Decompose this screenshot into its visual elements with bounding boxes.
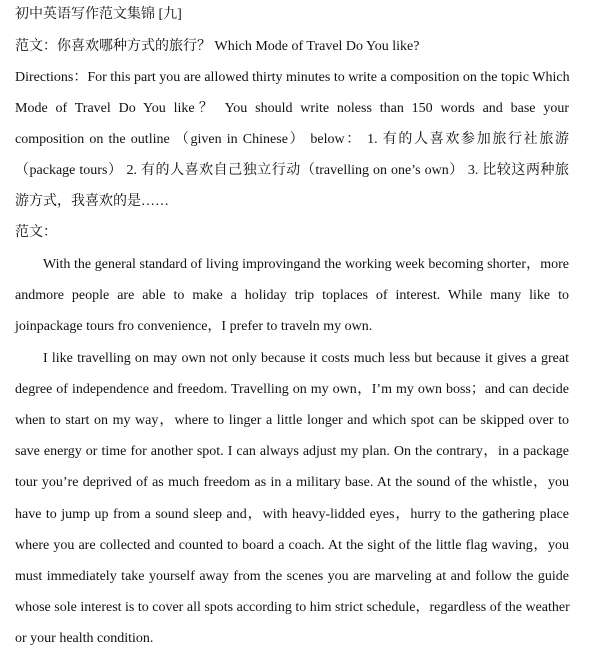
paragraph-line: whose sole interest is to cover all spots according to him strict schedule，regardless of the weather	[15, 600, 570, 615]
paragraph-line: joinpackage tours fro convenience，I prefer to traveln my own.	[15, 319, 373, 334]
paragraph-line: or your health condition.	[15, 631, 154, 646]
directions-line: Mode of Travel Do You like？ You should write noless than 150 words and base your	[15, 101, 569, 116]
paragraph-line: andmore people are able to make a holiday trip toplaces of interest. While many like to	[15, 288, 569, 303]
paragraph-line: where you are collected and counted to board a coach. At the sight of the little flag waving，you	[15, 538, 569, 553]
topic-line: 范文：你喜欢哪种方式的旅行？ Which Mode of Travel Do You like?	[15, 39, 420, 54]
paragraph-line: I like travelling on may own not only because it costs much less but because it gives a great	[43, 351, 569, 366]
paragraph-line: save energy or time for another spot. I can always adjust my plan. On the contrary，in a package	[15, 444, 569, 459]
directions-line: 游方式，我喜欢的是……	[15, 194, 169, 209]
paragraph-line: have to jump up from a sound sleep and，with heavy-lidded eyes，hurry to the gathering place	[15, 507, 569, 522]
paragraph-line: when to start on my way，where to linger a little longer and which spot can be skipped over to	[15, 413, 569, 428]
paragraph-line: With the general standard of living improvingand the working week becoming shorter，more	[43, 257, 569, 272]
sample-label: 范文：	[15, 225, 57, 240]
directions-line: Directions：For this part you are allowed thirty minutes to write a composition on the topic Which	[15, 70, 570, 85]
directions-line: composition on the outline （given in Chinese） below： 1. 有的人喜欢参加旅行社旅游	[15, 132, 569, 147]
paragraph-line: tour you’re deprived of as much freedom as in a military base. At the sound of the whistle，you	[15, 475, 569, 490]
directions-line: （package tours） 2. 有的人喜欢自己独立行动（travelling on one’s own） 3. 比较这两种旅	[15, 163, 569, 178]
paragraph-line: must immediately take yourself away from the scenes you are marveling at and follow the guide	[15, 569, 569, 584]
document-title: 初中英语写作范文集锦 [九]	[15, 7, 182, 22]
paragraph-line: degree of independence and freedom. Travelling on my own，I’m my own boss；and can decide	[15, 382, 569, 397]
